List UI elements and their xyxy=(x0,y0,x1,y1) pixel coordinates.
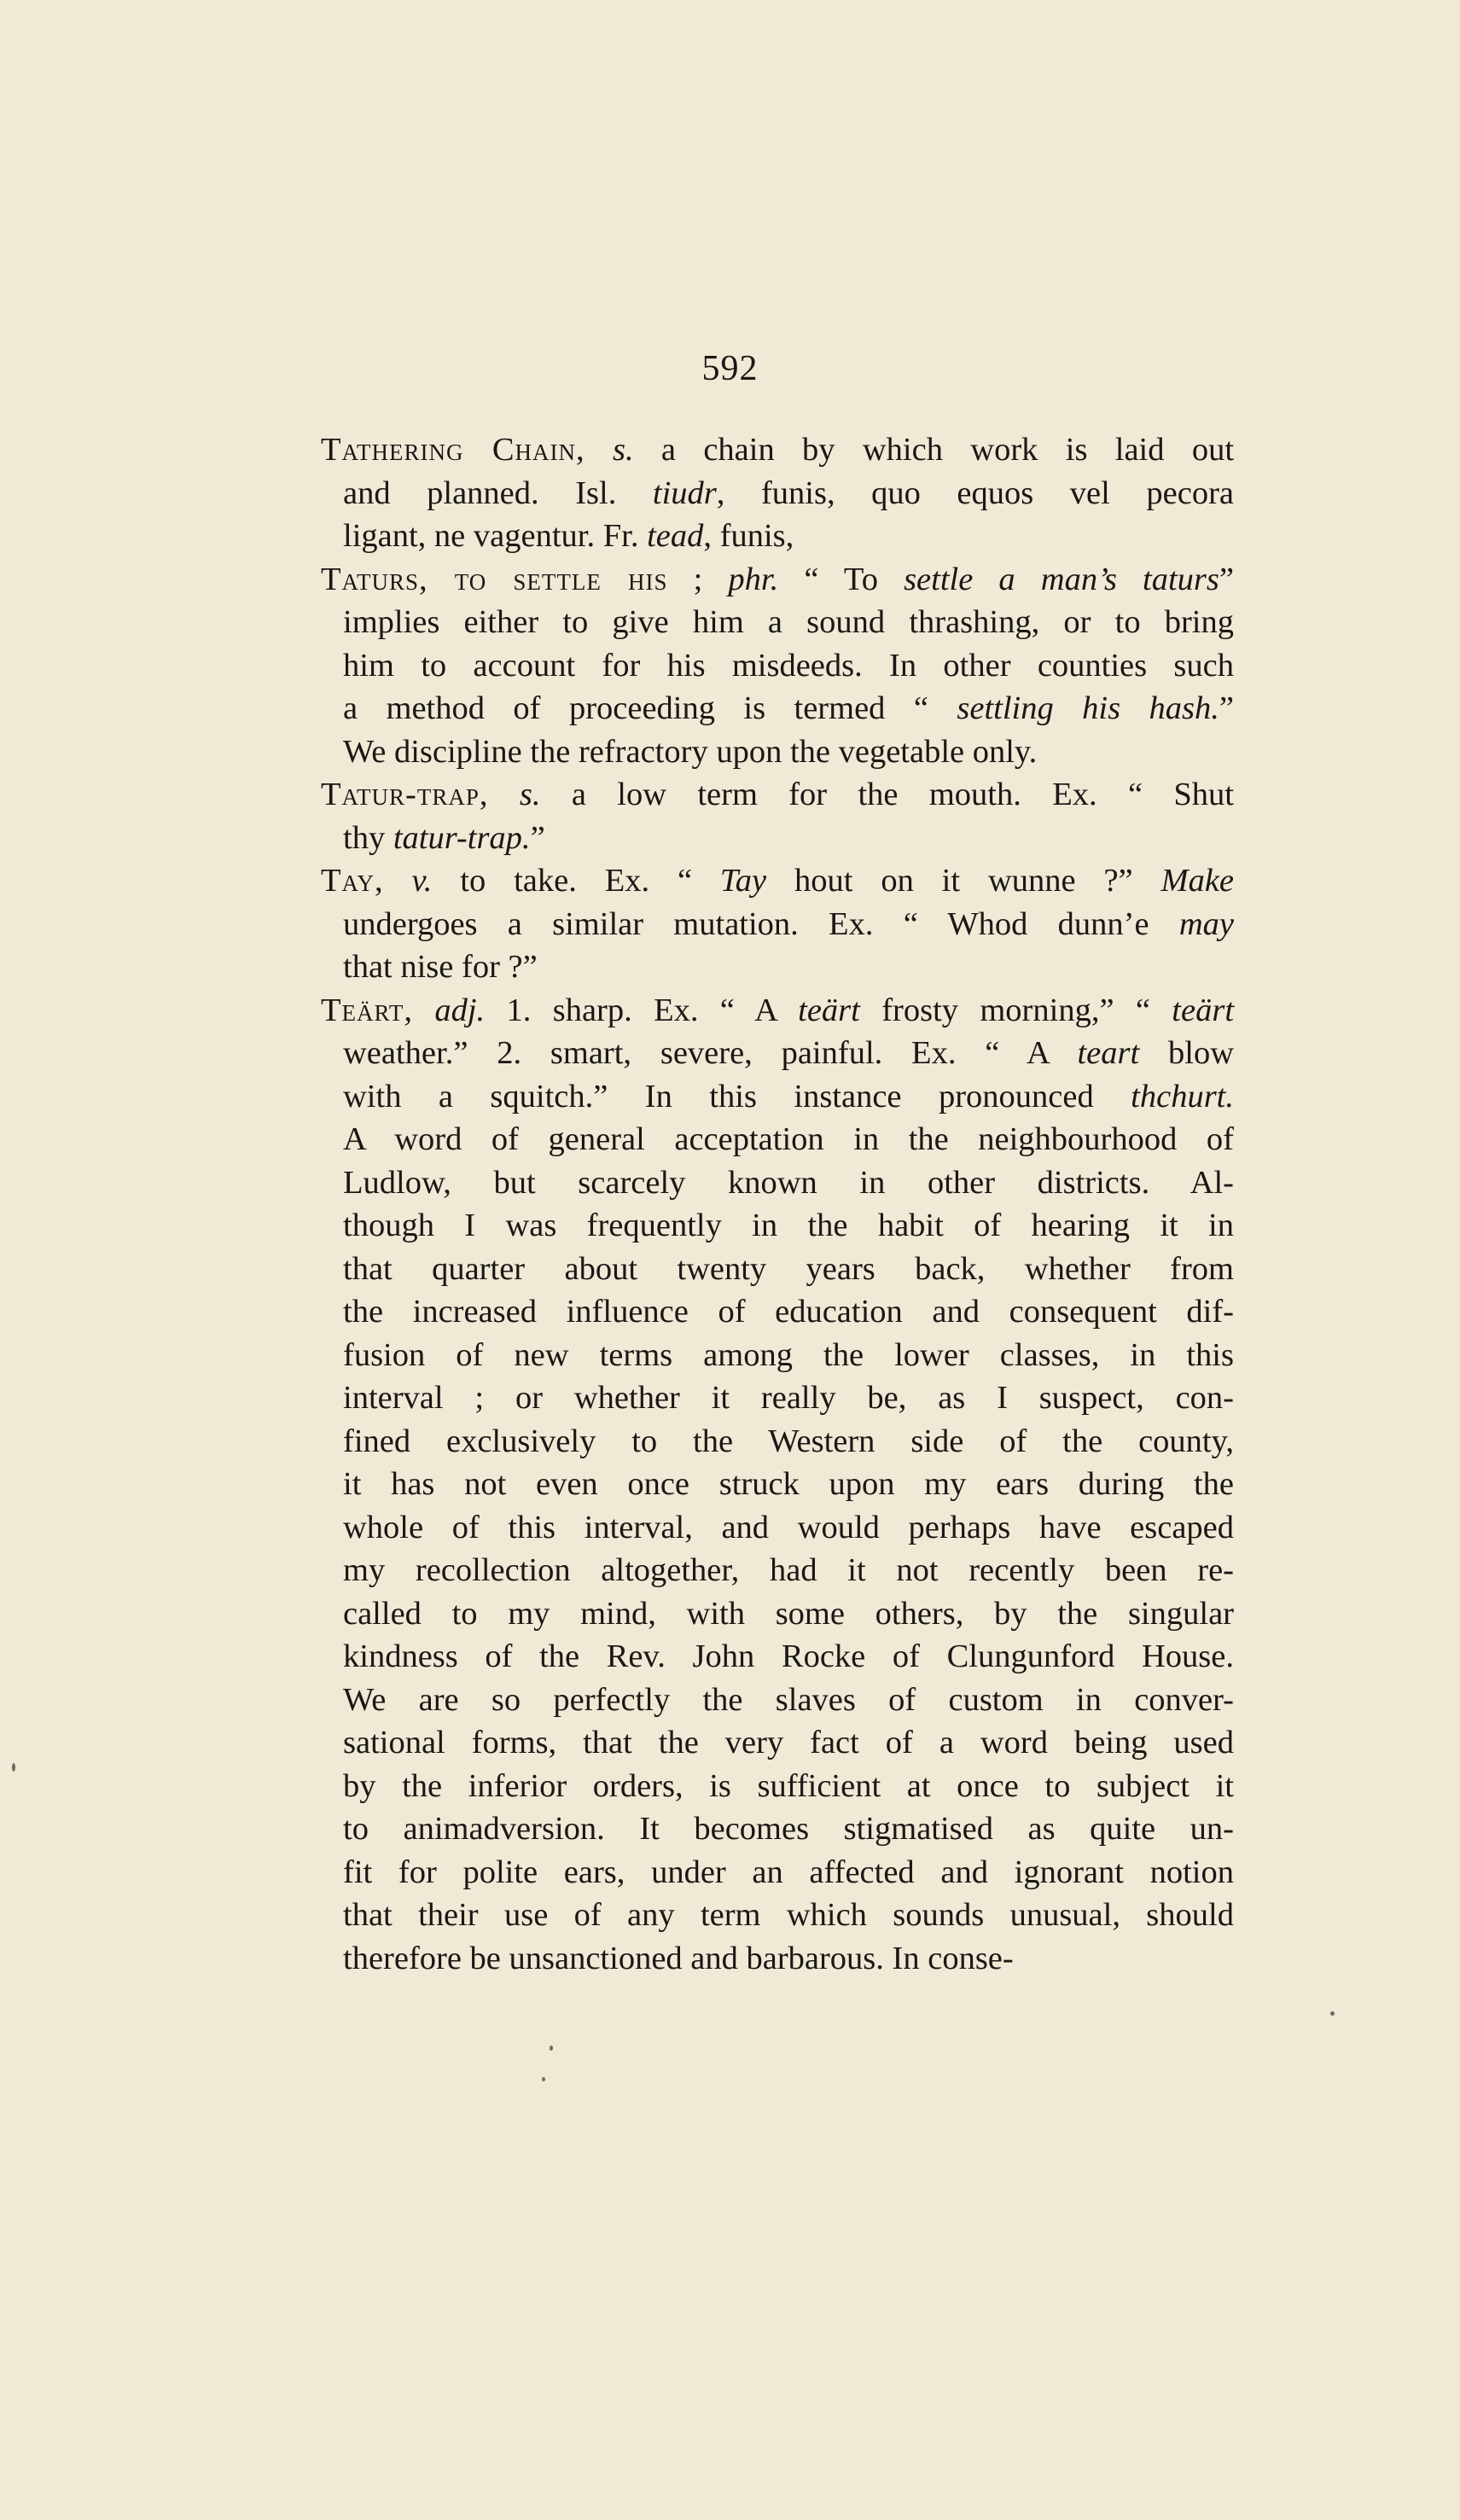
italic-text: s. xyxy=(519,777,541,812)
headword: Tay, xyxy=(321,863,384,899)
entry-text-line xyxy=(321,1075,1234,1119)
text-run: “ To xyxy=(778,561,905,597)
text-run: whole of this interval, and would perhaps have escaped xyxy=(343,1509,1234,1545)
entry-text-line xyxy=(321,1894,1234,1937)
entry-text-line xyxy=(321,946,1234,989)
dictionary-entry xyxy=(321,859,1234,989)
text-run: therefore be unsanctioned and barbarous. In conse- xyxy=(343,1940,1014,1976)
text-run: to take. Ex. “ xyxy=(432,863,720,899)
entry-headline xyxy=(321,989,1234,1033)
dictionary-entry xyxy=(321,428,1234,558)
italic-text: Tay xyxy=(719,863,767,899)
text-run xyxy=(384,863,412,899)
entry-headline xyxy=(321,859,1234,903)
italic-text: settling his hash. xyxy=(957,690,1219,726)
entry-text-line xyxy=(321,472,1234,515)
entry-headline xyxy=(321,558,1234,602)
text-run: that their use of any term which sounds unusual, should xyxy=(343,1897,1234,1933)
text-run: weather.” 2. smart, severe, painful. Ex. “ A xyxy=(343,1035,1078,1071)
entry-text-line xyxy=(321,1937,1234,1981)
entry-text-line xyxy=(321,730,1234,774)
text-run: though I was frequently in the habit of hearing it in xyxy=(343,1208,1234,1243)
italic-text: settle a man’s taturs xyxy=(904,561,1219,597)
italic-text: teärt xyxy=(1172,992,1235,1028)
paper-speck xyxy=(542,2077,545,2081)
entry-headline xyxy=(321,773,1234,817)
entry-text-line xyxy=(321,1506,1234,1550)
paper-speck xyxy=(12,1763,15,1772)
italic-text: tatur-trap. xyxy=(393,819,531,856)
entry-text-line xyxy=(321,1635,1234,1679)
text-run: implies either to give him a sound thrashing, or to bring xyxy=(343,604,1234,640)
entry-text-line xyxy=(321,1765,1234,1808)
entry-text-line xyxy=(321,1851,1234,1894)
entry-text-line xyxy=(321,1592,1234,1636)
text-run: it has not even once struck upon my ears during the xyxy=(343,1466,1234,1502)
headword: Taturs, to settle his xyxy=(321,561,668,597)
italic-text: adj. xyxy=(434,992,486,1028)
entry-text-line xyxy=(321,1204,1234,1248)
entry-text-line xyxy=(321,1032,1234,1075)
text-run: A word of general acceptation in the neighbourhood of xyxy=(343,1121,1234,1157)
text-run: the increased influence of education and consequent dif- xyxy=(343,1294,1234,1330)
dictionary-entry xyxy=(321,558,1234,774)
text-run: a low term for the mouth. Ex. “ Shut xyxy=(540,777,1234,812)
italic-text: teärt xyxy=(798,992,860,1028)
italic-text: tead xyxy=(647,518,704,554)
entry-text-line xyxy=(321,1334,1234,1377)
text-run xyxy=(413,992,434,1028)
text-run: and planned. Isl. xyxy=(343,474,653,511)
page-number: 592 xyxy=(701,349,759,388)
text-run: ligant, ne vagentur. Fr. xyxy=(343,518,648,554)
text-run: fined exclusively to the Western side of the county, xyxy=(343,1423,1234,1459)
dictionary-entry xyxy=(321,773,1234,859)
text-run: We are so perfectly the slaves of custom in conver- xyxy=(343,1681,1234,1718)
entry-text-line xyxy=(321,687,1234,730)
text-run: to animadversion. It becomes stigmatised as quite un- xyxy=(343,1811,1234,1847)
entry-text-line xyxy=(321,1248,1234,1291)
text-run: , funis, quo equos vel pecora xyxy=(716,474,1234,511)
entry-text-line xyxy=(321,1161,1234,1205)
paper-speck xyxy=(550,2046,553,2051)
entry-text-line xyxy=(321,817,1234,860)
dictionary-entries xyxy=(321,428,1234,1980)
entry-text-line xyxy=(321,1807,1234,1851)
text-run: hout on it wunne ?” xyxy=(766,863,1161,899)
text-run xyxy=(489,777,520,812)
text-run xyxy=(585,432,613,468)
entry-text-line xyxy=(321,1463,1234,1506)
text-run: a chain by which work is laid out xyxy=(633,432,1235,468)
text-run: undergoes a similar mutation. Ex. “ Whod dunn’e xyxy=(343,905,1179,942)
text-run: ” xyxy=(530,819,545,856)
italic-text: Make xyxy=(1160,863,1234,899)
text-run: fit for polite ears, under an affected and ignorant notion xyxy=(343,1854,1234,1890)
italic-text: teart xyxy=(1077,1035,1140,1071)
text-run: thy xyxy=(343,819,393,856)
entry-text-line xyxy=(321,1290,1234,1334)
entry-text-line xyxy=(321,1679,1234,1722)
paper-speck xyxy=(1330,2011,1335,2016)
headword: Teärt, xyxy=(321,992,414,1028)
entry-text-line xyxy=(321,1721,1234,1765)
text-run: fusion of new terms among the lower classes, in this xyxy=(343,1336,1234,1373)
text-run: him to account for his misdeeds. In other counties such xyxy=(343,647,1234,684)
text-run: kindness of the Rev. John Rocke of Clungunford House. xyxy=(343,1638,1234,1674)
entry-text-line xyxy=(321,601,1234,644)
italic-text: v. xyxy=(411,863,433,899)
italic-text: phr. xyxy=(728,561,779,597)
text-run: that nise for ?” xyxy=(343,949,538,985)
text-run: blow xyxy=(1139,1035,1234,1071)
entry-text-line xyxy=(321,903,1234,946)
italic-text: tiudr xyxy=(652,474,717,511)
text-run: ” xyxy=(1219,561,1234,597)
text-run: We discipline the refractory upon the vegetable only. xyxy=(343,733,1038,770)
entry-text-line xyxy=(321,1420,1234,1464)
text-run: a method of proceeding is termed “ xyxy=(343,690,957,726)
headword: Tathering Chain, xyxy=(321,432,585,468)
text-run: called to my mind, with some others, by the singular xyxy=(343,1595,1234,1632)
dictionary-entry xyxy=(321,989,1234,1981)
entry-text-line xyxy=(321,1549,1234,1592)
text-run: 1. sharp. Ex. “ A xyxy=(485,992,799,1028)
text-run: my recollection altogether, had it not recently been re- xyxy=(343,1552,1234,1588)
text-run: , funis, xyxy=(703,518,794,554)
text-run: ; xyxy=(667,561,729,597)
text-run: sational forms, that the very fact of a word being used xyxy=(343,1725,1234,1761)
text-run: ” xyxy=(1219,690,1234,726)
entry-text-line xyxy=(321,515,1234,558)
entry-text-line xyxy=(321,644,1234,688)
entry-headline xyxy=(321,428,1234,472)
entry-text-line xyxy=(321,1118,1234,1161)
text-run: interval ; or whether it really be, as I suspect, con- xyxy=(343,1380,1234,1416)
italic-text: thchurt. xyxy=(1131,1078,1234,1115)
text-run: frosty morning,” “ xyxy=(859,992,1172,1028)
headword: Tatur-trap, xyxy=(321,777,489,812)
entry-text-line xyxy=(321,1376,1234,1420)
text-run: that quarter about twenty years back, whether from xyxy=(343,1250,1234,1287)
text-run: with a squitch.” In this instance pronounced xyxy=(343,1078,1131,1115)
italic-text: s. xyxy=(612,432,634,468)
italic-text: may xyxy=(1178,905,1234,942)
text-run: Ludlow, but scarcely known in other districts. Al- xyxy=(343,1164,1234,1201)
text-run: by the inferior orders, is sufficient at once to subject it xyxy=(343,1767,1234,1804)
